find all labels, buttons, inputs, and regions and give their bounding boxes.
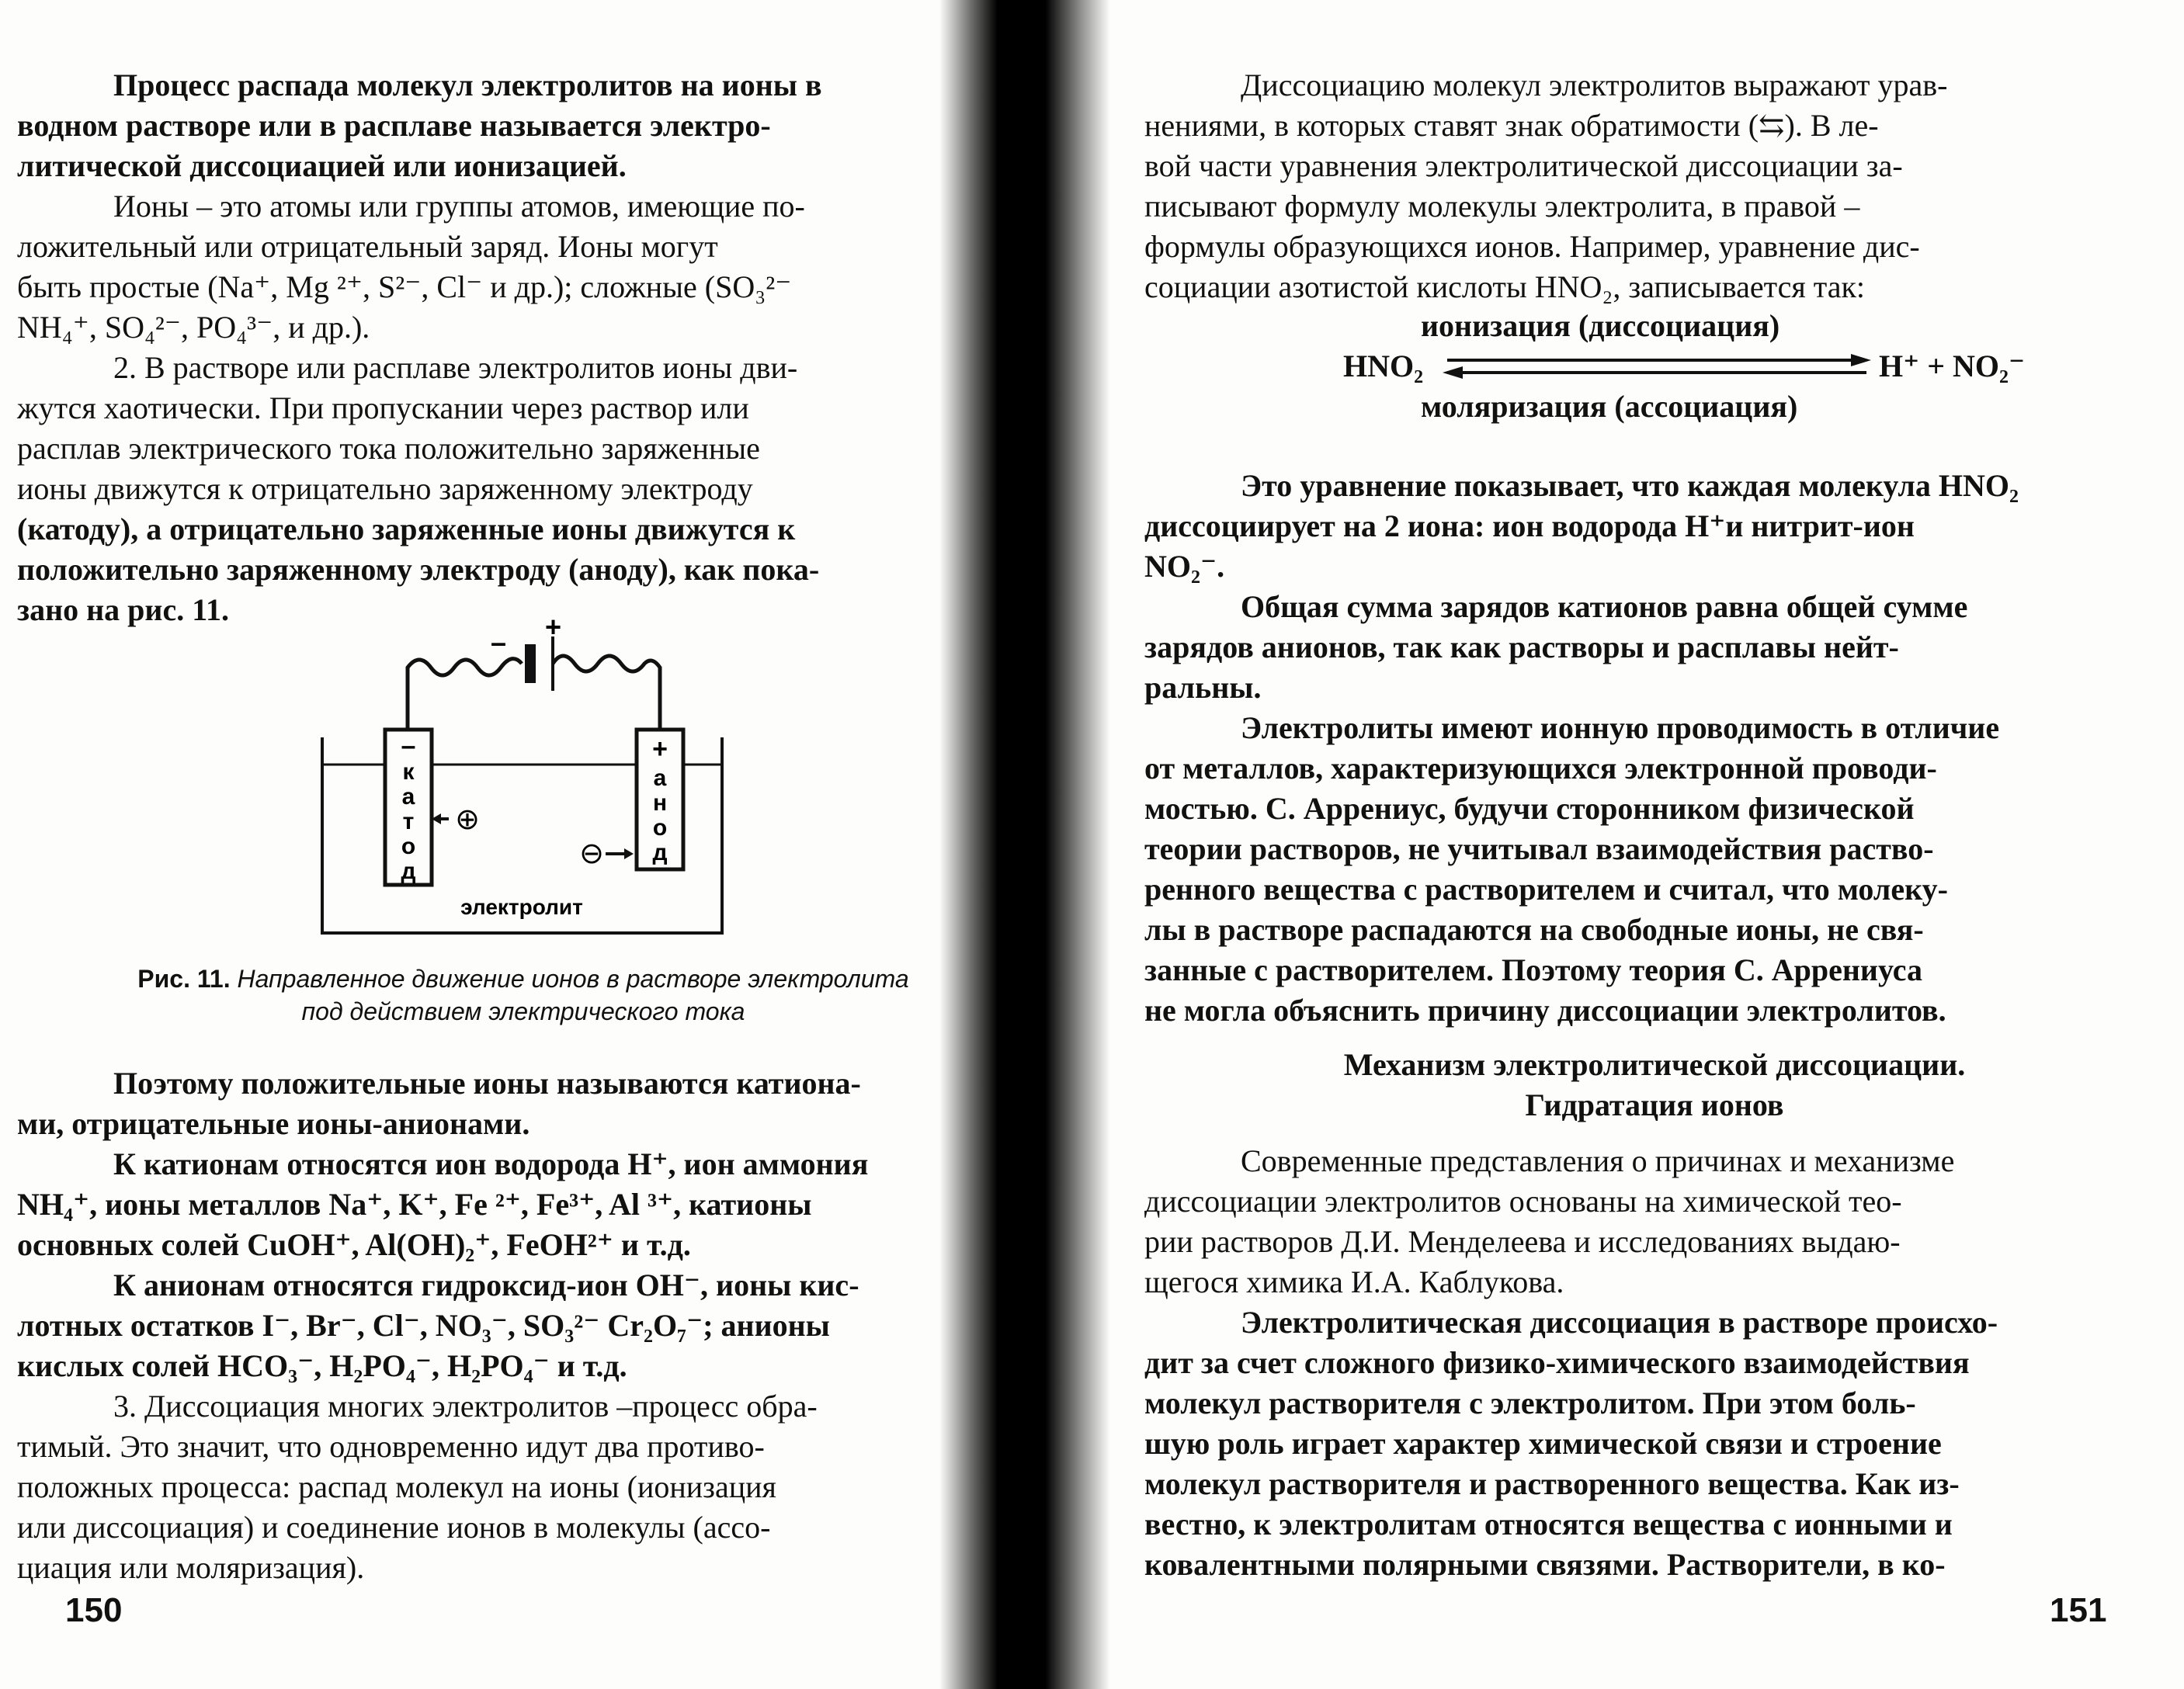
text-line: водном растворе или в расплаве называется электро- [17,108,771,143]
text-block-a [17,65,981,630]
battery-plate-negative [525,644,536,683]
text-line: не могла объяснить причину диссоциации электролитов. [1144,993,1946,1028]
text-line: рии растворов Д.И. Менделеева и исследованиях выдаю- [1144,1224,1901,1259]
text-line: шую роль играет характер химической связи и строение [1144,1426,1942,1461]
text-line: Электролитическая диссоциация в растворе происхо- [1241,1305,1998,1340]
text-block-intro [1144,65,2116,307]
battery-plus-sign: + [545,611,562,643]
anode-letter: н [652,790,668,816]
text-line: К катионам относятся ион водорода H⁺, ион аммония [113,1146,869,1181]
anode-letter: а [653,765,667,791]
text-line: ложительный или отрицательный заряд. Ионы могут [17,229,718,264]
electrolyte-label: электролит [460,895,583,919]
heading-line: Гидратация ионов [1525,1087,1784,1122]
text-line: зарядов анионов, так как растворы и расплавы нейт- [1144,629,1899,664]
caption-line: под действием электрического тока [301,997,745,1025]
anion-icon: ⊖ [579,836,604,870]
equilibrium-arrows-icon [1439,351,1874,382]
equation-products: H⁺ + NO₂⁻ [1879,349,2026,383]
text-line: диссоциации электролитов основаны на химической тео- [1144,1184,1902,1219]
text-line: молекул растворителя и растворенного вещества. Как из- [1144,1466,1960,1501]
text-line: жутся хаотически. При пропускании через раствор или [17,390,749,425]
page-number-right: 151 [2050,1591,2107,1629]
text-line: быть простые (Na⁺, Mg ²⁺, S²⁻, Cl⁻ и др.); сложные (SO₃²⁻ [17,269,792,304]
paragraph [1144,1141,2116,1302]
text-block-right-main [1144,466,2116,1031]
text-line: щегося химика И.А. Каблукова. [1144,1264,1564,1299]
text-line: ионы движутся к отрицательно заряженному электроду [17,471,753,506]
page-number-left: 150 [65,1591,123,1629]
dissociation-equation [1343,307,2042,432]
paragraph [17,1265,981,1386]
text-line: формулы образующихся ионов. Например, уравнение дис- [1144,229,1920,264]
wire-anode [553,656,660,730]
heading-line: Механизм электролитической диссоциации. [1343,1047,1966,1082]
text-line: лотных остатков I⁻, Br⁻, Cl⁻, NO₃⁻, SO₃²⁻ Cr₂O₇⁻; анионы [17,1308,830,1343]
text-line: молекул растворителя с электролитом. При этом боль- [1144,1386,1916,1420]
paragraph [17,186,981,348]
paragraph [1144,587,2116,708]
cation-icon: ⊕ [455,802,480,836]
anode-letter: д [652,840,668,865]
cathode-letter: о [401,834,416,859]
paragraph [1144,65,2116,307]
battery-minus-sign: – [491,626,507,658]
anion-arrowhead [624,848,634,859]
cathode-letter: к [402,759,415,785]
text-line: вой части уравнения электролитической диссоциации за- [1144,148,1903,183]
text-line: занные с растворителем. Поэтому теория С. Аррениуса [1144,952,1922,987]
text-line: циация или моляризация). [17,1550,365,1585]
anode-letter: о [652,815,668,841]
text-line: расплав электрического тока положительно заряженные [17,431,760,466]
paragraph [17,1063,981,1144]
text-line: Поэтому положительные ионы называются катиона- [113,1066,861,1101]
text-line: Электролиты имеют ионную проводимость в отличие [1241,710,2000,745]
text-line: диссоциирует на 2 иона: ион водорода H⁺и нитрит-ион [1144,508,1915,543]
text-line: тимый. Это значит, что одновременно идут два противо- [17,1429,765,1464]
text-line: положительно заряженному электроду (аноду), как пока- [17,552,820,587]
text-line: 3. Диссоциация многих электролитов –процесс обра- [113,1389,818,1424]
paragraph [17,348,981,630]
cathode-letter: д [401,858,416,884]
text-line: Процесс распада молекул электролитов на ионы в [113,68,822,102]
text-line: ми, отрицательные ионы-анионами. [17,1106,530,1141]
paragraph [1144,466,2116,587]
text-line: NO₂⁻. [1144,549,1225,584]
text-line: кислых солей HCO₃⁻, H₂PO₄⁻, H₂PO₄⁻ и т.д. [17,1348,627,1383]
text-line: Ионы – это атомы или группы атомов, имеющие по- [113,189,805,224]
text-line: теории растворов, не учитывал взаимодействия раство- [1144,831,1934,866]
text-line: вестно, к электролитам относятся вещества с ионными и [1144,1507,1953,1542]
text-line: дит за счет сложного физико-химического взаимодействия [1144,1345,1970,1380]
anode-sign: + [652,734,668,764]
text-line: ренного вещества с растворителем и считал, что молеку- [1144,872,1948,907]
page-150 [0,0,1087,1689]
text-line: Общая сумма зарядов катионов равна общей сумме [1241,589,1968,624]
section-heading [1193,1045,2116,1125]
text-line: (катоду), а отрицательно заряженные ионы движутся к [17,512,796,546]
text-line: Диссоциацию молекул электролитов выражают урав- [1241,68,1948,102]
caption-line: Направленное движение ионов в растворе электролита [237,965,909,993]
text-line: положных процесса: распад молекул на ионы (ионизация [17,1469,776,1504]
paragraph [17,65,981,186]
text-line: Современные представления о причинах и механизме [1241,1143,1955,1178]
paragraph [17,1386,981,1588]
paragraph [1144,708,2116,1031]
text-block-b [17,1063,981,1588]
cathode-letter: а [401,784,415,810]
association-label: моляризация (ассоциация) [1421,389,1798,424]
equation-reactant: HNO₂ [1343,349,1424,383]
text-line: мостью. С. Аррениус, будучи сторонником физической [1144,791,1915,826]
text-line: писывают формулу молекулы электролита, в правой – [1144,189,1860,224]
text-block-right-bottom [1144,1141,2116,1585]
text-line: ральны. [1144,670,1262,705]
text-line: ковалентными полярными связями. Растворители, в ко- [1144,1547,1946,1582]
text-line: основных солей CuOH⁺, Al(OH)₂⁺, FeOH²⁺ и т.д. [17,1227,691,1262]
figure-caption [65,962,981,1028]
binding-shadow [939,0,1110,1689]
cathode-sign: – [401,731,416,761]
text-line: лы в растворе распадаются на свободные ионы, не свя- [1144,912,1924,947]
text-line: или диссоциация) и соединение ионов в молекулы (ассо- [17,1510,771,1545]
text-line: литической диссоциацией или ионизацией. [17,148,627,183]
wire-cathode [408,659,522,730]
ionization-label: ионизация (диссоциация) [1421,308,1780,343]
electrolysis-diagram [318,611,738,947]
text-line: от металлов, характеризующихся электронной проводи- [1144,751,1937,786]
text-line: Это уравнение показывает, что каждая молекула HNO₂ [1241,468,2019,503]
paragraph [1144,1302,2116,1585]
paragraph [17,1144,981,1265]
text-line: NH₄⁺, SO₄²⁻, PO₄³⁻, и др.). [17,310,370,345]
text-line: 2. В растворе или расплаве электролитов ионы дви- [113,350,798,385]
text-line: К анионам относятся гидроксид-ион OH⁻, ионы кис- [113,1268,859,1302]
text-line: зано на рис. 11. [17,592,230,627]
text-line: социации азотистой кислоты HNO₂, записывается так: [1144,269,1866,304]
text-line: нениями, в которых ставят знак обратимости (⇆). В ле- [1144,108,1879,143]
text-line: NH₄⁺, ионы металлов Na⁺, K⁺, Fe ²⁺, Fe³⁺, Al ³⁺, катионы [17,1187,812,1222]
cathode-letter: т [402,809,415,834]
figure-number: Рис. 11. [137,965,231,993]
